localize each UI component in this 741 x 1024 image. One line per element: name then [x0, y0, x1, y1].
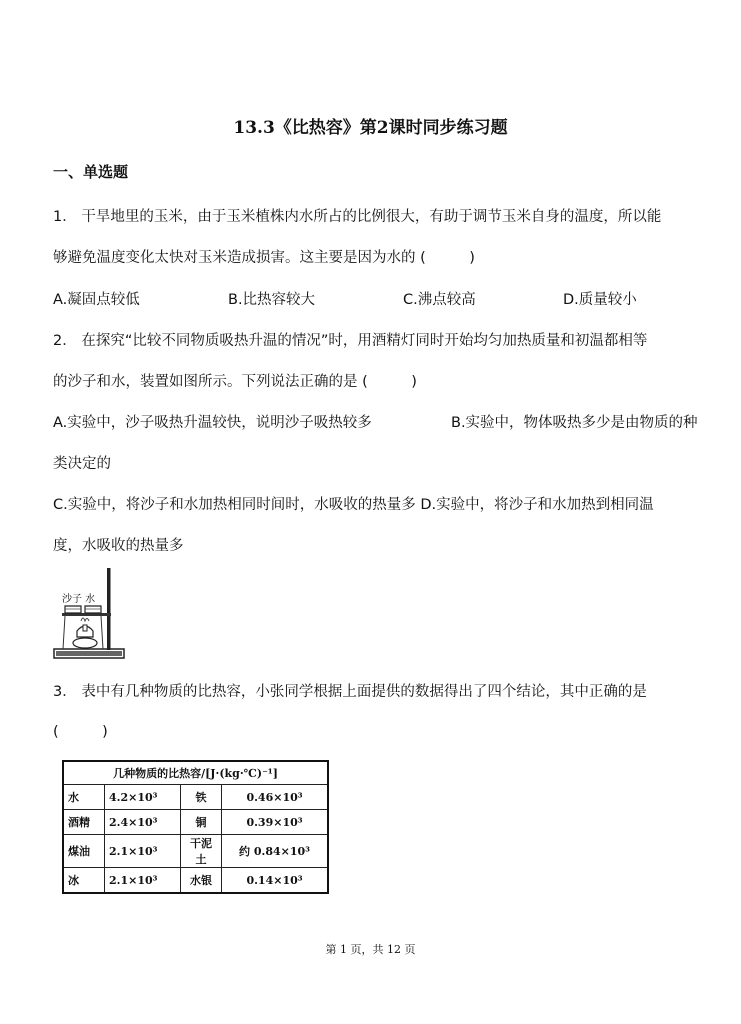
question-1-option-b: B.比热容较大	[228, 292, 316, 308]
question-1-option-d: D.质量较小	[563, 292, 637, 308]
table-row	[63, 785, 328, 810]
table-cell: 2.4×10³	[105, 810, 181, 835]
table-cell: 水银	[181, 868, 222, 894]
question-1-option-a: A.凝固点较低	[53, 292, 140, 308]
table-cell: 铜	[181, 810, 222, 835]
figure-label: 沙子 水	[62, 594, 96, 605]
table-row	[63, 810, 328, 835]
table-row	[63, 868, 328, 894]
question-1-line-2: 够避免温度变化太快对玉米造成损害。这主要是因为水的 ( )	[53, 250, 475, 266]
question-3-line-2: ( )	[53, 724, 108, 740]
question-3-line-1: 3． 表中有几种物质的比热容，小张同学根据上面提供的数据得出了四个结论，其中正确的是	[53, 684, 647, 700]
table-cell: 0.14×10³	[222, 868, 328, 894]
question-2-line-1: 2． 在探究“比较不同物质吸热升温的情况”时，用酒精灯同时开始均匀加热质量和初温都相等	[53, 333, 648, 349]
specific-heat-table	[62, 760, 329, 894]
table-cell: 2.1×10³	[105, 868, 181, 894]
question-1-option-c: C.沸点较高	[403, 292, 476, 308]
table-cell: 冰	[63, 868, 105, 894]
table-cell: 4.2×10³	[105, 785, 181, 810]
table-row	[63, 835, 328, 868]
table-cell: 0.39×10³	[222, 810, 328, 835]
question-2-option-c-d: C.实验中，将沙子和水加热相同时间时，水吸收的热量多 D.实验中，将沙子和水加热到相同温	[53, 497, 654, 513]
question-2-option-b: B.实验中，物体吸热多少是由物质的种	[451, 415, 698, 431]
question-2-line-2: 的沙子和水，装置如图所示。下列说法正确的是 ( )	[53, 374, 417, 390]
section-heading: 一、单选题	[53, 163, 129, 181]
table-cell: 酒精	[63, 810, 105, 835]
question-1-line-1: 1． 干旱地里的玉米，由于玉米植株内水所占的比例很大，有助于调节玉米自身的温度，所以能	[53, 209, 662, 225]
question-2-option-b-cont: 类决定的	[53, 456, 111, 472]
question-2-option-a: A.实验中，沙子吸热升温较快，说明沙子吸热较多	[53, 415, 372, 431]
apparatus-figure	[53, 565, 125, 663]
question-2-option-d-cont: 度，水吸收的热量多	[53, 538, 184, 554]
table-cell: 约 0.84×10³	[222, 835, 328, 868]
table-cell: 水	[63, 785, 105, 810]
table-cell: 干泥土	[181, 835, 222, 868]
page-title: 13.3《比热容》第2课时同步练习题	[233, 118, 508, 138]
apparatus-drawing	[53, 565, 125, 663]
table-cell: 煤油	[63, 835, 105, 868]
table-cell: 0.46×10³	[222, 785, 328, 810]
table-cell: 2.1×10³	[105, 835, 181, 868]
page-footer: 第 1 页，共 12 页	[325, 943, 416, 956]
table-cell: 铁	[181, 785, 222, 810]
table-caption: 几种物质的比热容/[J·(kg·℃)⁻¹]	[63, 761, 328, 785]
